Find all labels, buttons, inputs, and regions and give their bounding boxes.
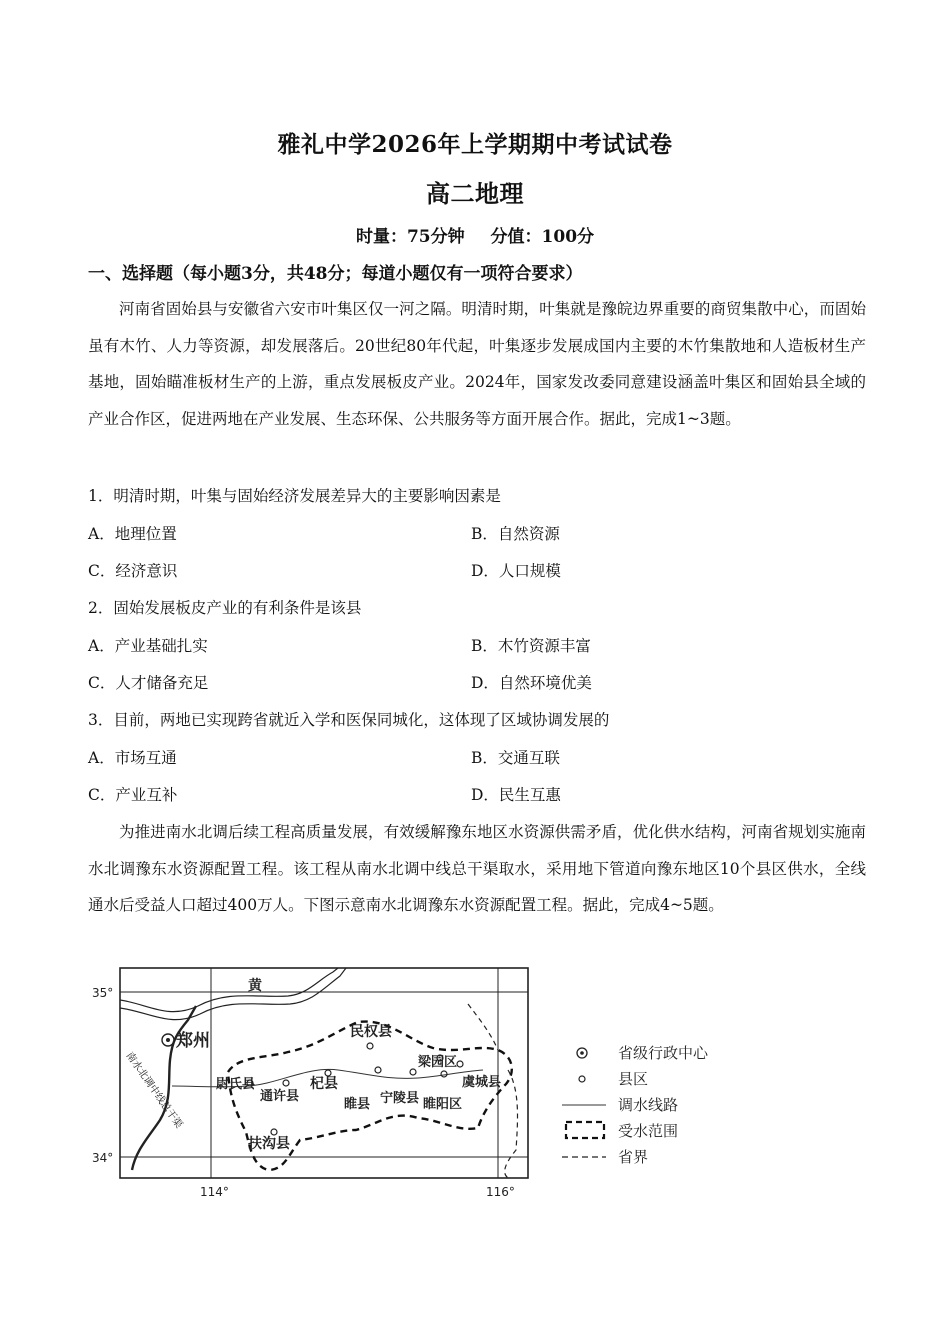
label-suiyang: 睢阳区 [423, 1097, 463, 1112]
county-icon-minquan [367, 1043, 373, 1049]
label-weishi: 尉氏县 [216, 1077, 256, 1092]
county-icon-ningling [410, 1069, 416, 1075]
county-icon-suixian [375, 1067, 381, 1073]
question-3-option-a[interactable]: A．市场互通 [88, 749, 177, 767]
legend-border-label: 省界 [618, 1148, 649, 1166]
duration: 时量：75分钟 [355, 227, 465, 247]
legend-capital-label: 省级行政中心 [618, 1044, 709, 1062]
question-2-option-a[interactable]: A．产业基础扎实 [88, 637, 208, 655]
question-1-option-c[interactable]: C．经济意识 [88, 562, 178, 580]
legend-county-label: 县区 [618, 1070, 649, 1088]
county-icon-tongxu [283, 1080, 289, 1086]
county-icon-fugou [271, 1129, 277, 1135]
passage-2: 为推进南水北调后续工程高质量发展，有效缓解豫东地区水资源供需矛盾，优化供水结构，河南省规划实施南水北调豫东水资源配置工程。该工程从南水北调中线总干渠取水，采用地下管道向豫东地区10个县区供水，全线通水后受益人口超过400万人。下图示意南水北调豫东水资源配置工程。据此，完成4~5题。 [88, 823, 866, 914]
subject-title: 高二地理 [426, 179, 524, 208]
label-ningling: 宁陵县 [380, 1091, 420, 1106]
label-lat-35: 35° [92, 986, 114, 1000]
label-fugou: 扶沟县 [248, 1136, 290, 1152]
map-frame [120, 968, 528, 1178]
question-2-option-d[interactable]: D．自然环境优美 [471, 674, 592, 692]
question-2-option-b[interactable]: B．木竹资源丰富 [471, 637, 591, 655]
label-qixian: 杞县 [310, 1076, 338, 1092]
question-3-option-c[interactable]: C．产业互补 [88, 786, 178, 804]
exam-title: 雅礼中学2026年上学期期中考试试卷 [277, 131, 673, 158]
question-2-option-c[interactable]: C．人才储备充足 [88, 674, 209, 692]
question-1-option-d[interactable]: D．人口规模 [471, 562, 561, 580]
question-3-option-d[interactable]: D．民生互惠 [471, 786, 561, 804]
question-1-stem: 1．明清时期，叶集与固始经济发展差异大的主要影响因素是 [88, 487, 501, 505]
legend-county-icon [579, 1076, 585, 1082]
question-3-option-b[interactable]: B．交通互联 [471, 749, 560, 767]
label-yucheng: 虞城县 [462, 1075, 502, 1090]
section-heading: 一、选择题（每小题3分，共48分；每道小题仅有一项符合要求） [88, 264, 583, 284]
label-yellow-river: 黄 [248, 978, 262, 994]
question-2-stem: 2．固始发展板皮产业的有利条件是该县 [88, 599, 362, 617]
water-diversion-map [88, 960, 738, 1210]
exam-meta [0, 222, 950, 247]
county-icon-suiyang [441, 1071, 447, 1077]
legend-area-label: 受水范围 [618, 1122, 679, 1140]
question-3-stem: 3．目前，两地已实现跨省就近入学和医保同城化，这体现了区域协调发展的 [88, 711, 610, 729]
label-tongxu: 通许县 [260, 1089, 300, 1104]
passage-1: 河南省固始县与安徽省六安市叶集区仅一河之隔。明清时期，叶集就是豫皖边界重要的商贸集散中心，而固始虽有木竹、人力等资源，却发展落后。20世纪80年代起，叶集逐步发展成国内主要的木竹集散地和人造板材生产基地，固始瞄准板材生产的上游，重点发展板皮产业。2024年，国家发改委同意建设涵盖叶集区和固始县全域的产业合作区，促进两地在产业发展、生态环保、公共服务等方面开展合作。据此，完成1~3题。 [88, 300, 866, 428]
label-minquan: 民权县 [350, 1024, 392, 1040]
legend-area-icon [566, 1122, 604, 1138]
legend-route-label: 调水线路 [618, 1096, 679, 1114]
label-lon-114: 114° [200, 1185, 229, 1199]
county-icon-yucheng [457, 1061, 463, 1067]
legend-capital-dot-icon [580, 1051, 584, 1055]
label-canal: 南水北调中线总干渠 [123, 1050, 185, 1131]
label-zhengzhou: 郑州 [176, 1031, 210, 1051]
label-lat-34: 34° [92, 1151, 114, 1165]
label-lon-116: 116° [486, 1185, 515, 1199]
map-svg [88, 960, 738, 1210]
question-1-option-b[interactable]: B．自然资源 [471, 525, 560, 543]
label-suixian: 睢县 [344, 1097, 371, 1112]
total-score: 分值：100分 [490, 227, 595, 247]
question-1-option-a[interactable]: A．地理位置 [88, 525, 177, 543]
label-liangyuan: 梁园区 [418, 1055, 458, 1070]
zhengzhou-capital-dot-icon [166, 1038, 170, 1042]
map-legend [562, 1044, 709, 1166]
province-border [468, 1004, 518, 1178]
yellow-river-bank-2 [120, 968, 346, 1020]
